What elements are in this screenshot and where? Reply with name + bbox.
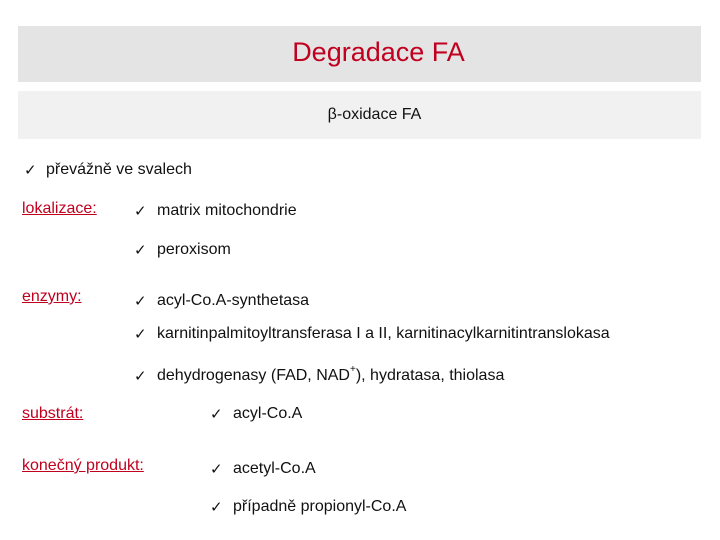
lokalizace-item-1: matrix mitochondrie (157, 202, 297, 219)
enzymy-item-1: acyl-Co.A-synthetasa (157, 292, 310, 309)
enzymy-item-3 (157, 363, 505, 385)
produkt-item-1: acetyl-Co.A (233, 460, 316, 477)
checkmark-icon: ✓ (134, 202, 147, 220)
checkmark-icon: ✓ (24, 161, 37, 179)
substrat-item-1: acyl-Co.A (233, 405, 303, 422)
enzymy-item-2: karnitinpalmitoyltransferasa I a II, karnitinacylkarnitintranslokasa (157, 325, 610, 342)
label-substrat: substrát: (22, 405, 84, 422)
checkmark-icon: ✓ (134, 325, 147, 343)
slide-title: Degradace FA (292, 37, 465, 67)
subtitle-banner (18, 91, 701, 139)
checkmark-icon: ✓ (210, 498, 223, 516)
title-banner (18, 26, 701, 82)
checkmark-icon: ✓ (210, 460, 223, 478)
label-lokalizace: lokalizace: (22, 200, 97, 217)
checkmark-icon: ✓ (134, 292, 147, 310)
label-konecny-produkt: konečný produkt: (22, 457, 144, 474)
checkmark-icon: ✓ (134, 241, 147, 259)
checkmark-icon: ✓ (210, 405, 223, 423)
label-enzymy: enzymy: (22, 288, 82, 305)
enzymy-item-3-tail: ), hydratasa, thiolasa (355, 367, 505, 384)
checkmark-icon: ✓ (134, 367, 147, 385)
produkt-item-2: případně propionyl-Co.A (233, 498, 407, 515)
nad-plus-superscript: + (349, 363, 356, 375)
slide-subtitle: β-oxidace FA (327, 106, 422, 123)
lokalizace-item-2: peroxisom (157, 241, 231, 258)
intro-text: převážně ve svalech (46, 161, 192, 178)
enzymy-item-3-text: dehydrogenasy (FAD, NAD (157, 367, 350, 384)
